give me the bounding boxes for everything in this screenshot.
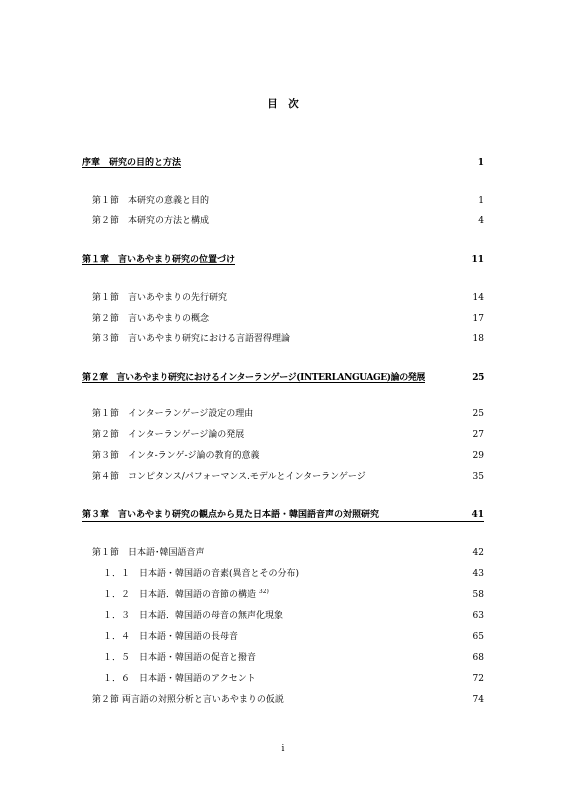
- toc-entry-page: 18: [472, 334, 484, 344]
- toc-entry-label: １．４ 日本語・韓国語の長母音: [103, 632, 239, 642]
- toc-entry-label: 第３章 言いあやまり研究の観点から見た日本語・韓国語音声の対照研究: [82, 510, 380, 520]
- toc-section-row[interactable]: [92, 408, 484, 420]
- toc-entry-page: 68: [472, 653, 484, 663]
- toc-entry-page: 25: [472, 373, 484, 383]
- toc-entry-page: 72: [472, 674, 484, 684]
- toc-entry-label: １．５ 日本語・韓国語の促音と撥音: [103, 653, 257, 663]
- toc-entry-label: 序章 研究の目的と方法: [82, 158, 182, 168]
- toc-entry-label: 第２節 両言語の対照分析と言いあやまりの仮説: [92, 695, 284, 705]
- toc-entry-label: 第１章 言いあやまり研究の位置づけ: [82, 255, 236, 265]
- toc-entry-label: １．１ 日本語・韓国語の音素(異音とその分布): [103, 569, 300, 579]
- toc-entry-page: 43: [472, 569, 484, 579]
- toc-subsection-row[interactable]: [103, 589, 484, 601]
- toc-entry-label: 第４節 コンピタンス/パフォーマンス.モデルとインターランゲージ: [92, 472, 366, 482]
- toc-section-row[interactable]: [92, 292, 484, 304]
- toc-entry-page: 42: [472, 548, 484, 558]
- toc-entry-label: 第２章 言いあやまり研究におけるインターランゲージ(INTERLANGUAGE)論の発展: [82, 373, 425, 383]
- toc-entry-label: 第３節 インタ-ランゲ-ジ論の教育的意義: [92, 451, 260, 461]
- toc-entry-page: 41: [471, 510, 484, 520]
- toc-entry-page: 27: [472, 430, 484, 440]
- toc-subsection-row[interactable]: [103, 631, 484, 643]
- toc-section-row[interactable]: [92, 215, 484, 227]
- toc-subsection-row[interactable]: [103, 652, 484, 664]
- toc-entry-label: 第２節 本研究の方法と構成: [92, 216, 210, 226]
- toc-entry-page: 11: [471, 255, 484, 265]
- toc-chapter-row[interactable]: [82, 157, 484, 169]
- page-number: i: [281, 744, 285, 754]
- toc-entry-page: 63: [472, 611, 484, 621]
- toc-entry-label: 第２節 言いあやまりの概念: [92, 314, 210, 324]
- toc-entry-label: 第１節 インターランゲージ設定の理由: [92, 409, 254, 419]
- toc-entry-label: １．６ 日本語・韓国語のアクセント: [103, 674, 256, 684]
- toc-section-row[interactable]: [92, 195, 484, 207]
- toc-entry-page: 25: [472, 409, 484, 419]
- toc-subsection-row[interactable]: [103, 568, 484, 580]
- toc-chapter-row[interactable]: [82, 254, 484, 266]
- toc-entry-label: 第１節 言いあやまりの先行研究: [92, 293, 228, 303]
- toc-section-row[interactable]: [92, 450, 484, 462]
- toc-subsection-row[interactable]: [103, 673, 484, 685]
- toc-entry-label: 第１節 本研究の意義と目的: [92, 196, 210, 206]
- toc-entry-label: 第１節 日本語･韓国語音声: [92, 548, 205, 558]
- toc-entry-page: 14: [472, 293, 484, 303]
- toc-entry-label: 第２節 インターランゲージ論の発展: [92, 430, 245, 440]
- toc-section-row[interactable]: [92, 429, 484, 441]
- toc-entry-label: 第３節 言いあやまり研究における言語習得理論: [92, 334, 291, 344]
- toc-chapter-row[interactable]: [82, 372, 484, 384]
- toc-entry-page: 4: [478, 216, 484, 226]
- toc-section-row[interactable]: [92, 333, 484, 345]
- toc-entry-page: 1: [478, 196, 484, 206]
- footnote-marker: 32): [258, 589, 269, 595]
- toc-section-row[interactable]: [92, 694, 484, 706]
- toc-section-row[interactable]: [92, 313, 484, 325]
- toc-chapter-row[interactable]: [82, 509, 484, 522]
- toc-entry-label: １．３ 日本語．韓国語の母音の無声化現象: [103, 611, 284, 621]
- toc-entry-label: １．２ 日本語．韓国語の音節の構造: [103, 590, 257, 600]
- toc-entry-page: 65: [472, 632, 484, 642]
- toc-entry-label-group: [103, 589, 269, 601]
- toc-section-row[interactable]: [92, 471, 484, 483]
- toc-entry-page: 29: [472, 451, 484, 461]
- toc-entry-page: 74: [472, 695, 484, 705]
- toc-entry-page: 58: [472, 590, 484, 600]
- toc-subsection-row[interactable]: [103, 610, 484, 622]
- page-title: 目 次: [267, 98, 299, 110]
- toc-section-row[interactable]: [92, 547, 484, 559]
- toc-entry-page: 35: [472, 472, 484, 482]
- toc-entry-page: 1: [477, 158, 484, 168]
- toc-entry-page: 17: [472, 314, 484, 324]
